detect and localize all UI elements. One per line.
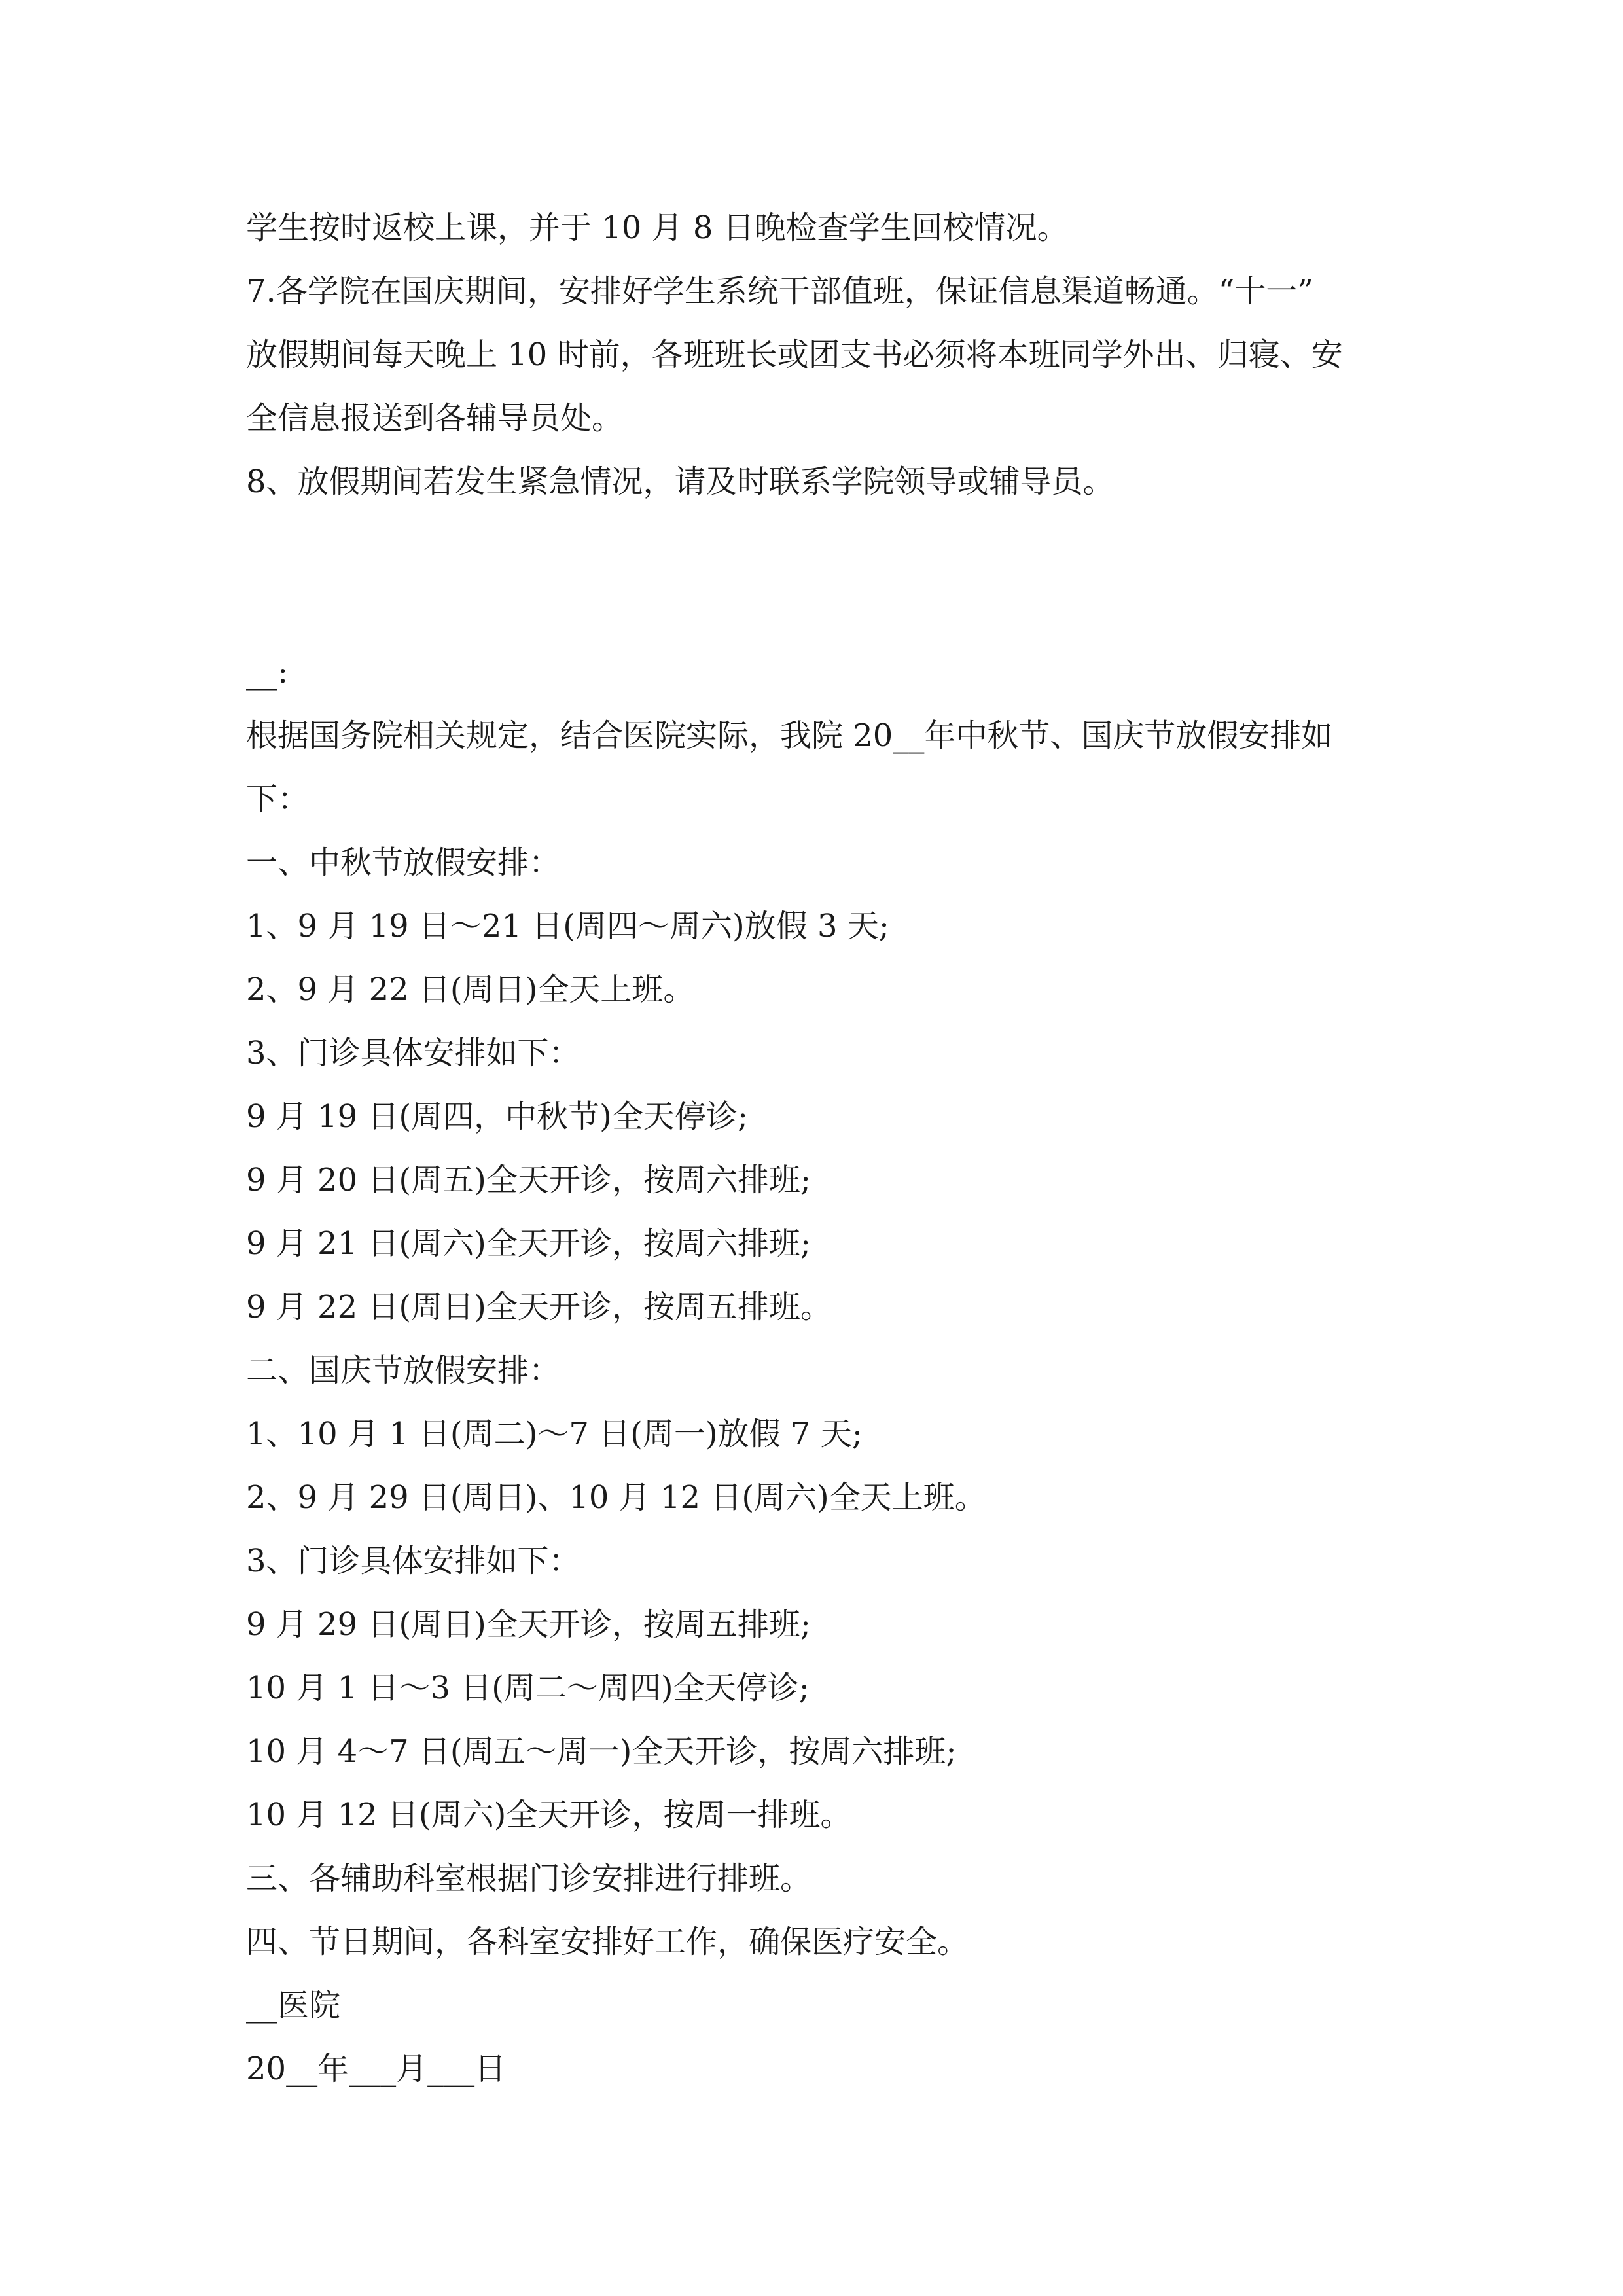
mid-autumn-heading: 一、中秋节放假安排： [246, 844, 561, 881]
list-item: 2、9 月 29 日(周日)、10 月 12 日(周六)全天上班。 [246, 1479, 986, 1516]
paragraph-line: 8、放假期间若发生紧急情况，请及时联系学院领导或辅导员。 [246, 463, 1115, 500]
date-line: 20__年___月___日 [246, 2051, 507, 2087]
salutation: __: [246, 654, 289, 691]
clinic-schedule-item: 9 月 19 日(周四，中秋节)全天停诊; [246, 1098, 749, 1135]
list-item: 3、门诊具体安排如下： [246, 1543, 580, 1579]
paragraph-line: 学生按时返校上课，并于 10 月 8 日晚检查学生回校情况。 [246, 209, 1069, 246]
clinic-schedule-item: 9 月 29 日(周日)全天开诊，按周五排班; [246, 1606, 812, 1643]
list-item: 2、9 月 22 日(周日)全天上班。 [246, 971, 695, 1008]
clinic-schedule-item: 9 月 20 日(周五)全天开诊，按周六排班; [246, 1162, 812, 1198]
national-day-heading: 二、国庆节放假安排： [246, 1352, 561, 1389]
intro-line: 下： [246, 781, 310, 817]
intro-line: 根据国务院相关规定，结合医院实际，我院 20__年中秋节、国庆节放假安排如 [246, 717, 1333, 754]
section-three: 三、各辅助科室根据门诊安排进行排班。 [246, 1860, 812, 1897]
list-item: 1、10 月 1 日(周二)～7 日(周一)放假 7 天; [246, 1416, 863, 1452]
paragraph-line: 7.各学院在国庆期间，安排好学生系统干部值班，保证信息渠道畅通。“十一” [246, 273, 1313, 310]
signature: __医院 [246, 1987, 341, 2024]
section-four: 四、节日期间，各科室安排好工作，确保医疗安全。 [246, 1924, 969, 1960]
list-item: 1、9 月 19 日～21 日(周四～周六)放假 3 天; [246, 908, 889, 944]
document-body [246, 196, 1385, 2101]
paragraph-line: 放假期间每天晚上 10 时前，各班班长或团支书必须将本班同学外出、归寝、安 [246, 336, 1343, 373]
clinic-schedule-item: 10 月 12 日(周六)全天开诊，按周一排班。 [246, 1797, 852, 1833]
clinic-schedule-item: 9 月 22 日(周日)全天开诊，按周五排班。 [246, 1289, 832, 1325]
section-gap [246, 514, 1385, 641]
clinic-schedule-item: 10 月 1 日～3 日(周二～周四)全天停诊; [246, 1670, 810, 1706]
clinic-schedule-item: 10 月 4～7 日(周五～周一)全天开诊，按周六排班; [246, 1733, 957, 1770]
clinic-schedule-item: 9 月 21 日(周六)全天开诊，按周六排班; [246, 1225, 812, 1262]
paragraph-line: 全信息报送到各辅导员处。 [246, 400, 624, 437]
list-item: 3、门诊具体安排如下： [246, 1035, 580, 1071]
